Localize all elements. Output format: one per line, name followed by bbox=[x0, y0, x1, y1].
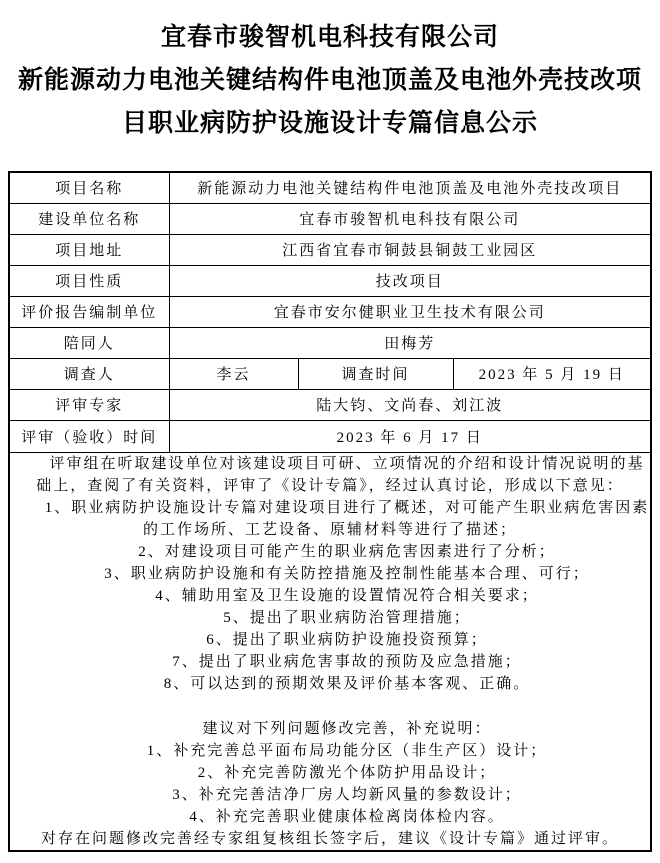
table-row bbox=[9, 203, 651, 234]
row-value-report-unit: 宜春市安尔健职业卫生技术有限公司 bbox=[169, 296, 651, 327]
suggestion-intro: 建议对下列问题修改完善，补充说明： bbox=[202, 720, 492, 737]
opinion-item-7: 7、提出了职业病危害事故的预防及应急措施； bbox=[172, 654, 522, 671]
row-value-survey-time: 2023 年 5 月 19 日 bbox=[453, 358, 651, 389]
review-opinion-cell bbox=[9, 452, 651, 851]
row-value-project-address: 江西省宜春市铜鼓县铜鼓工业园区 bbox=[169, 234, 651, 265]
title-line-project-1: 新能源动力电池关键结构件电池顶盖及电池外壳技改项 bbox=[17, 67, 642, 94]
row-value-review-time: 2023 年 6 月 17 日 bbox=[169, 420, 651, 452]
conclusion-line: 对存在问题修改完善经专家组复核组长签字后，建议《设计专篇》通过评审。 bbox=[40, 831, 619, 847]
project-info-table bbox=[8, 171, 652, 852]
row-label-project-name: 项目名称 bbox=[9, 172, 169, 203]
table-row bbox=[9, 296, 651, 327]
document-title bbox=[0, 0, 660, 145]
title-line-project-2: 目职业病防护设施设计专篇信息公示 bbox=[121, 110, 538, 137]
row-value-construction-unit: 宜春市骏智机电科技有限公司 bbox=[169, 203, 651, 234]
row-label-review-experts: 评审专家 bbox=[9, 389, 169, 420]
opinion-item-2: 2、对建设项目可能产生的职业病危害因素进行了分析； bbox=[138, 543, 556, 560]
table-row bbox=[9, 420, 651, 452]
opinion-item-1: 1、职业病防护设施设计专篇对建设项目进行了概述，对可能产生职业病危害因素的工作场所、工艺设备、原辅材料等进行了描述； bbox=[44, 499, 650, 538]
row-label-construction-unit: 建设单位名称 bbox=[9, 203, 169, 234]
opinion-item-8: 8、可以达到的预期效果及评价基本客观、正确。 bbox=[163, 676, 531, 693]
row-label-project-address: 项目地址 bbox=[9, 234, 169, 265]
row-label-report-unit: 评价报告编制单位 bbox=[9, 296, 169, 327]
suggestion-item-2: 2、补充完善防激光个体防护用品设计； bbox=[197, 764, 497, 781]
table-row-opinion bbox=[9, 452, 651, 851]
row-label-project-nature: 项目性质 bbox=[9, 265, 169, 296]
table-row bbox=[9, 265, 651, 296]
table-row bbox=[9, 389, 651, 420]
table-row bbox=[9, 234, 651, 265]
row-value-accompanying-person: 田梅芳 bbox=[169, 327, 651, 358]
title-line-company: 宜春市骏智机电科技有限公司 bbox=[160, 24, 499, 51]
row-value-project-name: 新能源动力电池关键结构件电池顶盖及电池外壳技改项目 bbox=[169, 172, 651, 203]
suggestion-item-1: 1、补充完善总平面布局功能分区（非生产区）设计； bbox=[146, 742, 548, 759]
table-row bbox=[9, 172, 651, 203]
table-row-survey bbox=[9, 358, 651, 389]
row-value-project-nature: 技改项目 bbox=[169, 265, 651, 296]
opinion-item-3: 3、职业病防护设施和有关防控措施及控制性能基本合理、可行； bbox=[104, 565, 590, 582]
opinion-item-4: 4、辅助用室及卫生设施的设置情况符合相关要求； bbox=[155, 588, 539, 605]
suggestion-item-3: 3、补充完善洁净厂房人均新风量的参数设计； bbox=[172, 786, 522, 803]
row-label-survey-time: 调查时间 bbox=[298, 358, 453, 389]
table-row bbox=[9, 327, 651, 358]
blank-line bbox=[10, 696, 650, 718]
opinion-item-5: 5、提出了职业病防治管理措施； bbox=[223, 610, 471, 627]
opinion-intro: 评审组在听取建设单位对该建设项目可研、立项情况的介绍和设计情况说明的基础上，查阅了有关资料，评审了《设计专篇》，经过认真讨论，形成以下意见： bbox=[36, 455, 645, 494]
suggestion-item-4: 4、补充完善职业健康体检离岗体检内容。 bbox=[189, 808, 505, 825]
opinion-item-6: 6、提出了职业病防护设施投资预算； bbox=[206, 632, 488, 649]
row-value-investigator: 李云 bbox=[169, 358, 298, 389]
row-value-review-experts: 陆大钧、文尚春、刘江波 bbox=[169, 389, 651, 420]
row-label-review-time: 评审（验收）时间 bbox=[9, 420, 169, 452]
row-label-investigator: 调查人 bbox=[9, 358, 169, 389]
row-label-accompanying-person: 陪同人 bbox=[9, 327, 169, 358]
